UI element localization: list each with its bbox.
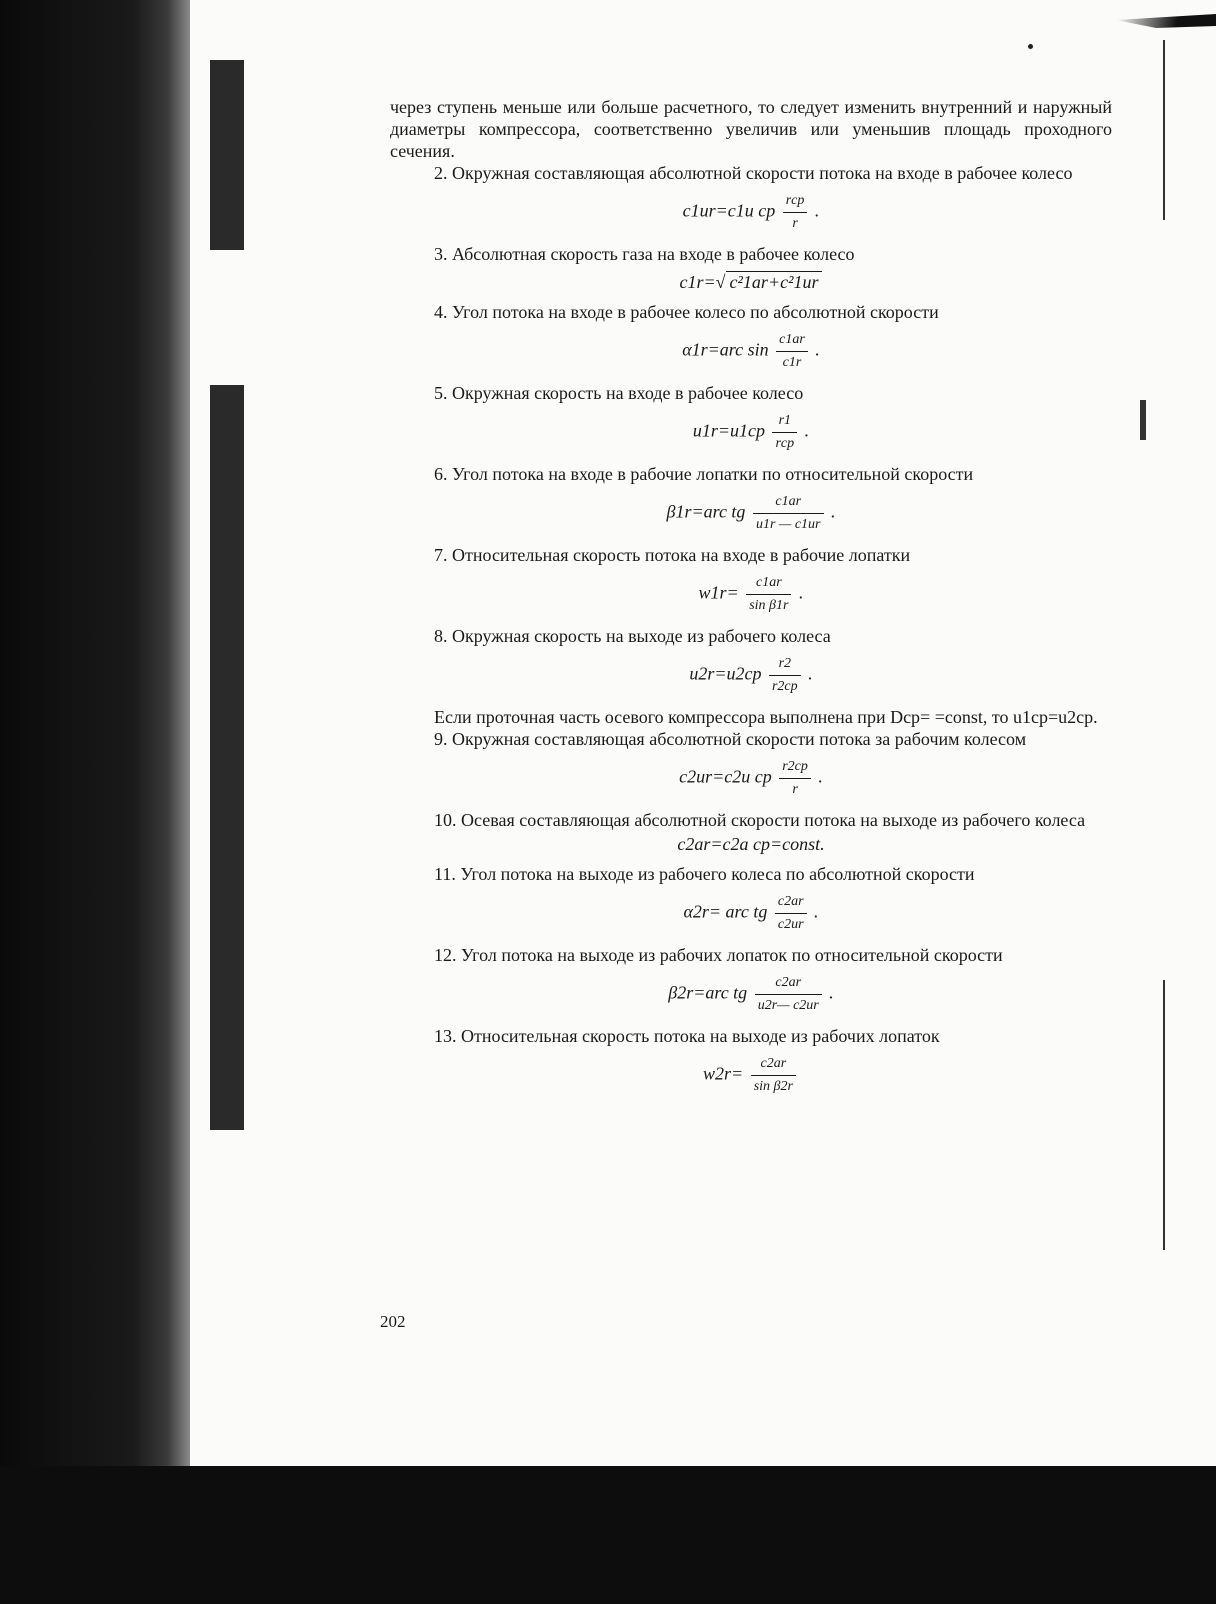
formula-13 [390,1053,1112,1098]
paragraph-item-3: 3. Абсолютная скорость газа на входе в рабочее колесо [434,244,855,264]
formula-7: w1r= $\frac{c1ar}{\text{sin β1r}}$ . [390,572,1112,617]
fraction [772,410,797,455]
scan-shadow-left [0,0,190,1604]
fraction-numerator: c2ar [755,972,822,995]
text-column [390,96,1112,1106]
formula-lhs: w1r= [698,582,739,603]
formula-lhs: α2r= arc tg [683,901,768,922]
formula-radicand: c²1ar+c²1ur [726,271,823,292]
fraction [779,756,811,801]
formula-lhs: β1r=arc tg [666,501,746,522]
formula-11: α2r= arc tg $\frac{c2ar}{c2ur}$ . [390,891,1112,936]
formula-lhs: c1ur=c1u ср [682,200,776,221]
paragraph-item-13: 13. Относительная скорость потока на выходе из рабочих лопаток [434,1026,940,1046]
paragraph: через ступень меньше или больше расчетного, то следует изменить внутренний и наружный диаметры компрессора, соответственно увеличив или уменьшив площадь проходного сечения. [390,97,1112,161]
formula-3 [390,271,1112,293]
fraction [775,891,807,936]
speck [1028,44,1033,49]
fraction [746,572,791,617]
fraction-denominator: c1r [782,355,802,370]
paragraph-item-8: 8. Окружная скорость на выходе из рабочего колеса [434,626,831,646]
fraction-denominator: u2r— c2ur [757,998,819,1013]
scan-edge-line [1163,40,1165,220]
paragraph-item-7: 7. Относительная скорость потока на входе в рабочие лопатки [434,545,911,565]
fraction-numerator: c1ar [753,491,824,514]
fraction [753,491,824,536]
fraction-denominator: rср [775,436,795,451]
scan-edge-line-lower [1163,980,1165,1250]
formula-lhs: α1r=arc sin [682,339,769,360]
fraction-denominator: sin β1r [749,598,789,613]
scan-corner-mark [1116,14,1216,34]
paragraph-item-5: 5. Окружная скорость на входе в рабочее колесо [434,383,804,403]
paragraph-item-2: 2. Окружная составляющая абсолютной скорости потока на входе в рабочее колесо [434,163,1073,183]
fraction [769,653,801,698]
scan-edge-mark [1140,400,1146,440]
paragraph-note: Если проточная часть осевого компрессора выполнена при Dср= =const, то u1ср=u2ср. [434,707,1098,727]
scan-strip-middle [210,385,244,1130]
fraction-denominator: sin β2r [753,1079,793,1094]
paragraph-item-11: 11. Угол потока на выходе из рабочего колеса по абсолютной скорости [434,864,975,884]
formula-4: α1r=arc sin $\frac{c1ar}{c1r}$ . [390,329,1112,374]
fraction-numerator: c2ar [751,1053,796,1076]
fraction-numerator: r2ср [779,756,811,779]
fraction-numerator: c1ar [776,329,808,352]
fraction-numerator: c2ar [775,891,807,914]
formula-lhs: c1r=√ [679,272,726,292]
fraction-denominator: r2ср [771,679,798,694]
formula-6: β1r=arc tg $\frac{c1ar}{u1r — c1ur}$ . [390,491,1112,536]
formula-12: β2r=arc tg $\frac{c2ar}{u2r— c2ur}$ . [390,972,1112,1017]
paragraph-item-9: 9. Окружная составляющая абсолютной скорости потока за рабочим колесом [434,729,1027,749]
page-number: 202 [380,1312,406,1331]
formula-9: c2ur=c2u ср $\frac{r2ср}{r}$ . [390,756,1112,801]
fraction-numerator: rср [783,190,808,213]
fraction [783,190,808,235]
formula-lhs: w2r= [703,1063,744,1084]
formula-lhs: u1r=u1ср [692,420,765,441]
paragraph-item-12: 12. Угол потока на выходе из рабочих лопаток по относительной скорости [434,945,1003,965]
fraction [776,329,808,374]
fraction [751,1053,796,1098]
fraction-denominator: u1r — c1ur [755,517,821,532]
fraction-denominator: r [792,782,798,797]
paragraph-item-6: 6. Угол потока на входе в рабочие лопатки по относительной скорости [434,464,974,484]
formula-lhs: β2r=arc tg [668,982,748,1003]
formula-lhs: u2r=u2ср [689,663,762,684]
formula-10: c2ar=c2a ср=const. [677,834,825,854]
formula-lhs: c2ur=c2u ср [679,766,772,787]
fraction-numerator: c1ar [746,572,791,595]
paragraph-item-10: 10. Осевая составляющая абсолютной скорости потока на выходе из рабочего колеса [434,810,1086,830]
fraction-numerator: r1 [772,410,797,433]
paragraph-item-4: 4. Угол потока на входе в рабочее колесо по абсолютной скорости [434,302,939,322]
formula-2: c1ur=c1u ср $\frac{\text{rср}}{r}$ . [390,190,1112,235]
fraction-denominator: c2ur [777,917,804,932]
fraction [755,972,822,1017]
formula-5: u1r=u1ср $\frac{r1}{\text{rср}}$ . [390,410,1112,455]
scan-shadow-bottom [0,1466,1216,1604]
fraction-numerator: r2 [769,653,801,676]
formula-8: u2r=u2ср $\frac{r2}{r2ср}$ . [390,653,1112,698]
fraction-denominator: r [792,216,798,231]
scan-strip-top [210,60,244,250]
